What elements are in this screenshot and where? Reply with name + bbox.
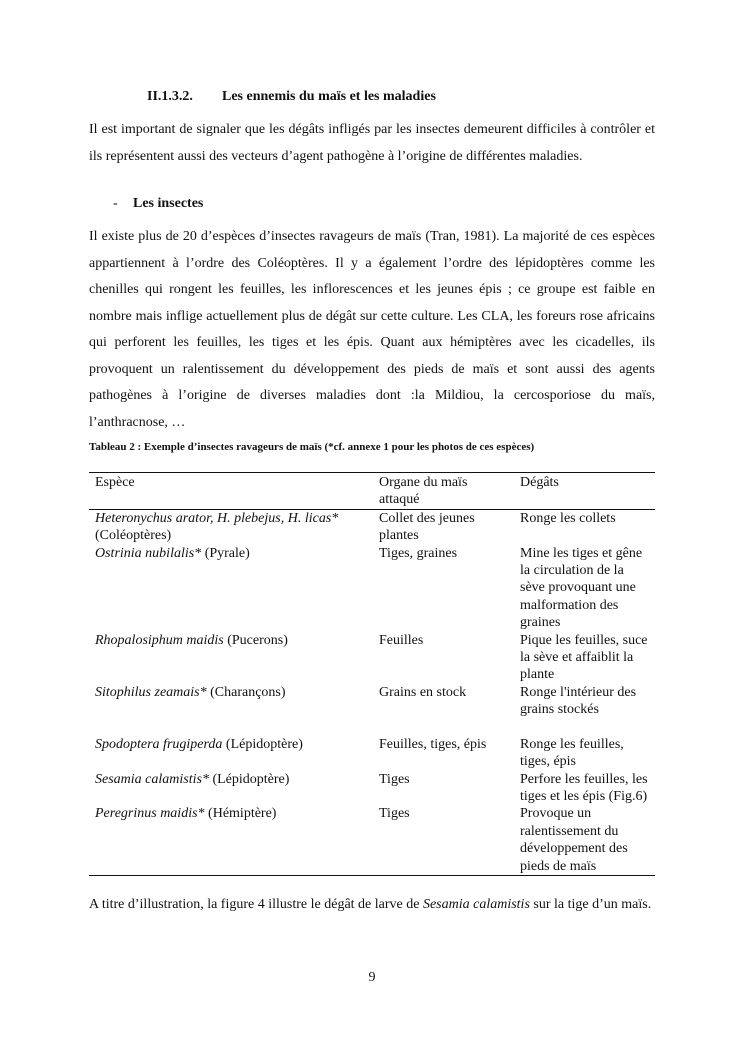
species-cell	[89, 805, 373, 875]
damage-cell: Ronge l'intérieur des grains stockés	[520, 684, 637, 718]
table-header-row	[89, 473, 655, 510]
insects-table	[89, 472, 655, 876]
organ-cell: Tiges, graines	[379, 545, 458, 561]
section-title: Les ennemis du maïs et les maladies	[222, 89, 436, 104]
organ-cell: Feuilles, tiges, épis	[379, 736, 487, 752]
table-row	[89, 736, 655, 771]
species-cell	[89, 771, 373, 806]
species-group: (Lépidoptère)	[212, 771, 290, 787]
damage-cell: Ronge les feuilles, tiges, épis	[520, 736, 624, 770]
species-cell	[89, 632, 373, 684]
species-cell	[89, 736, 373, 771]
species-group: (Lépidoptère)	[225, 736, 303, 752]
paragraph-intro: Il est important de signaler que les dégâts infligés par les insectes demeurent difficiles à contrôler et ils représentent aussi des vecteurs d’agent pathogène à l’origine de différentes maladies.	[89, 122, 655, 164]
species-cell	[89, 509, 373, 544]
damage-cell: Pique les feuilles, suce la sève et affaiblit la plante	[520, 632, 648, 683]
header-organ: Organe du maïs attaqué	[379, 475, 468, 508]
bullet-heading	[113, 196, 203, 212]
species-name: Peregrinus maidis*	[95, 806, 205, 822]
table-row	[89, 509, 655, 544]
illustration-species: Sesamia calamistis	[422, 897, 530, 912]
paragraph-illustration	[89, 892, 655, 919]
organ-cell: Grains en stock	[379, 684, 467, 700]
section-number: II.1.3.2.	[147, 89, 193, 104]
species-group: (Charançons)	[210, 684, 286, 700]
illustration-text-after: sur la tige d’un maïs.	[529, 897, 652, 912]
section-heading	[147, 89, 436, 105]
species-name: Heteronychus arator, H. plebejus, H. licas*	[95, 510, 339, 526]
table-caption: Tableau 2 : Exemple d’insectes ravageurs de maïs (*cf. annexe 1 pour les photos de ces espèces)	[89, 441, 535, 453]
table-row	[89, 632, 655, 684]
table-row	[89, 684, 655, 736]
species-name: Spodoptera frugiperda	[95, 736, 223, 752]
table-row	[89, 805, 655, 875]
table-row	[89, 771, 655, 806]
header-damage: Dégâts	[520, 475, 559, 490]
species-group: (Hémiptère)	[208, 806, 277, 822]
species-name: Sesamia calamistis*	[95, 771, 209, 787]
organ-cell: Feuilles	[379, 632, 424, 648]
species-cell	[89, 684, 373, 736]
damage-cell: Ronge les collets	[520, 510, 616, 526]
page-number: 9	[368, 970, 376, 985]
table-row	[89, 545, 655, 632]
illustration-text-before: A titre d’illustration, la figure 4 illustre le dégât de larve de	[89, 897, 423, 912]
bullet-label: Les insectes	[133, 196, 204, 211]
species-cell	[89, 545, 373, 632]
species-group: (Pyrale)	[204, 545, 250, 561]
damage-cell: Provoque un ralentissement du développement des pieds de maïs	[520, 806, 628, 874]
organ-cell: Tiges	[379, 806, 410, 822]
bullet-dash: -	[113, 196, 118, 211]
organ-cell: Collet des jeunes plantes	[379, 510, 475, 544]
species-name: Rhopalosiphum maidis	[95, 632, 224, 648]
header-species: Espèce	[95, 475, 135, 490]
species-name: Sitophilus zeamais*	[95, 684, 207, 700]
species-group: (Pucerons)	[227, 632, 288, 648]
damage-cell: Mine les tiges et gêne la circulation de la sève provoquant une malformation des graines	[520, 545, 643, 631]
species-group: (Coléoptères)	[95, 528, 172, 544]
species-name: Ostrinia nubilalis*	[95, 545, 202, 561]
paragraph-insects: Il existe plus de 20 d’espèces d’insectes ravageurs de maïs (Tran, 1981). La majorité de ces espèces appartiennent à l’ordre des Coléoptères. Il y a également l’ordre des lépidoptères comme les chenilles qui rongent les feuilles, les inflorescences et les jeunes épis ; ce groupe est faible en nombre mais inflige actuellement plus de dégât sur cette culture. Les CLA, les foreurs rose africains qui perforent les feuilles, les tiges et les épis. Quant aux hémiptères avec les cicadelles, ils provoquent un ralentissement du développement des pieds de maïs et sont aussi des agents pathogènes à l’origine de diverses maladies dont :la Mildiou, la cercosporiose du maïs, l’anthracnose, …	[89, 229, 655, 430]
damage-cell: Perfore les feuilles, les tiges et les épis (Fig.6)	[520, 771, 648, 804]
organ-cell: Tiges	[379, 771, 410, 787]
